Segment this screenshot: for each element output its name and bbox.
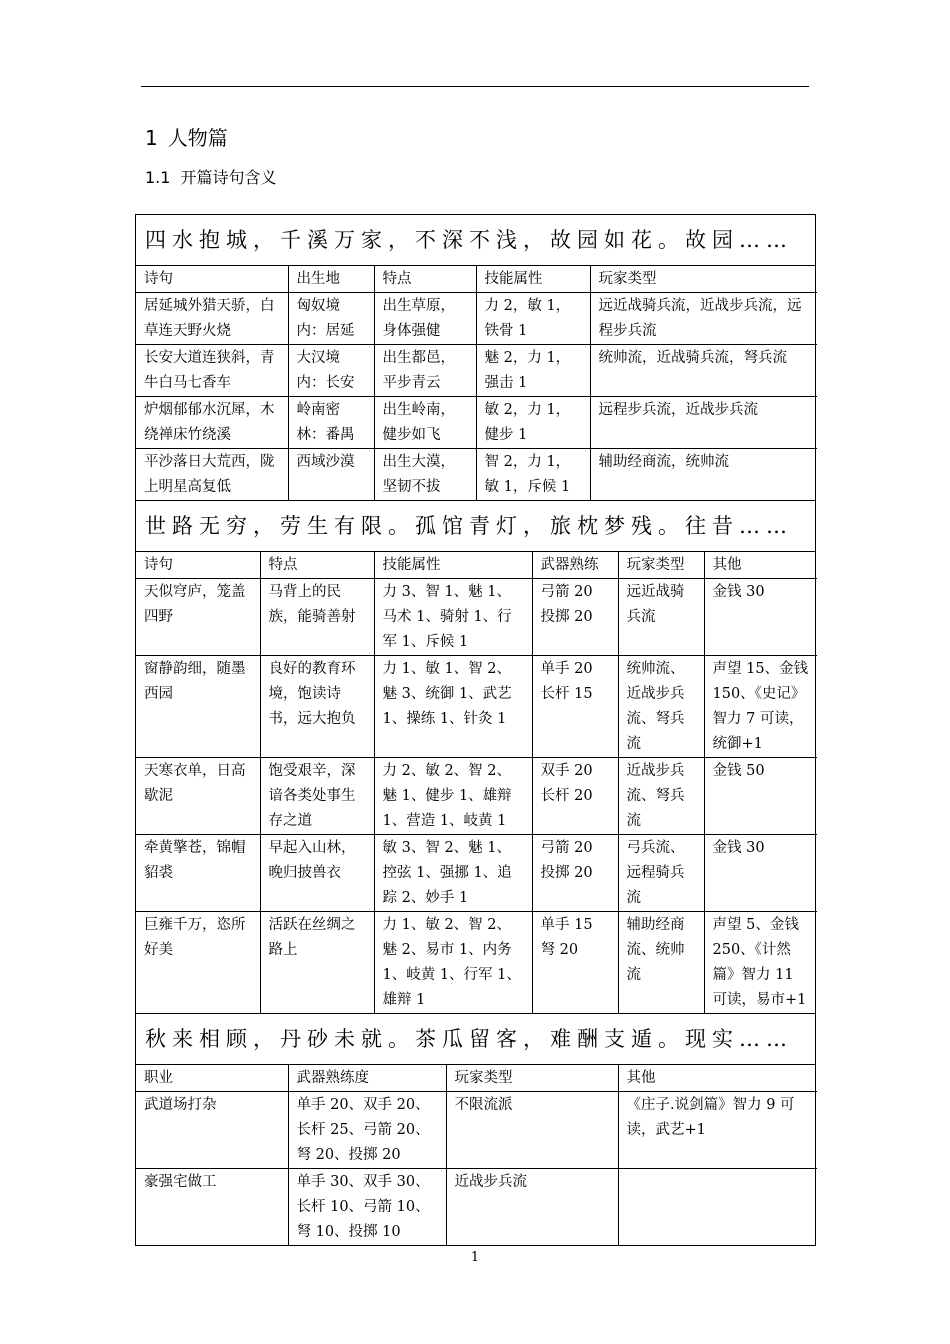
birthplace-table — [136, 266, 817, 500]
table-cell: 力 1、敏 2、智 2、魅 2、易市 1、内务 1、岐黄 1、行军 1、雄辩 1 — [374, 912, 532, 1014]
table-cell: 魅 2，力 1，强击 1 — [476, 345, 590, 397]
poem-banner-3: 秋来相顾，丹砂未就。茶瓜留客，难酬支遁。现实…… — [136, 1013, 815, 1065]
table-cell: 敏 3、智 2、魅 1、控弦 1、强挪 1、追踪 2、妙手 1 — [374, 835, 532, 912]
table-row — [136, 835, 817, 912]
table-cell: 远近战骑兵流 — [618, 579, 704, 656]
table-cell: 敏 2，力 1，健步 1 — [476, 397, 590, 449]
table-cell: 单手 20 长杆 15 — [532, 656, 618, 758]
table-cell: 单手 20、双手 20、长杆 25、弓箭 20、弩 20、投掷 20 — [288, 1092, 446, 1169]
column-header: 武器熟练度 — [288, 1065, 446, 1092]
table-cell: 饱受艰辛，深谙各类处事生存之道 — [260, 758, 374, 835]
column-header: 诗句 — [136, 266, 288, 293]
column-header: 技能属性 — [476, 266, 590, 293]
table-cell: 平沙落日大荒西，陇上明星高复低 — [136, 449, 288, 501]
column-header: 特点 — [374, 266, 476, 293]
table-row — [136, 345, 817, 397]
table-cell: 单手 15 弩 20 — [532, 912, 618, 1014]
table-cell: 弓箭 20 投掷 20 — [532, 835, 618, 912]
table-cell: 金钱 50 — [704, 758, 817, 835]
table-row — [136, 1092, 817, 1169]
table-cell: 巨雍千万，恣所好美 — [136, 912, 260, 1014]
background-table — [136, 552, 817, 1013]
table-cell: 弓兵流、远程骑兵流 — [618, 835, 704, 912]
table-cell: 天寒衣单，日高歇泥 — [136, 758, 260, 835]
table-row — [136, 397, 817, 449]
section-heading — [145, 165, 276, 188]
table-cell: 力 3、智 1、魅 1、马术 1、骑射 1、行军 1、斥候 1 — [374, 579, 532, 656]
column-header: 其他 — [618, 1065, 817, 1092]
table-cell: 《庄子.说剑篇》智力 9 可读，武艺+1 — [618, 1092, 817, 1169]
table-cell: 居延城外猎天骄，白草连天野火烧 — [136, 293, 288, 345]
table-cell: 炉烟郁郁水沉犀，木绕禅床竹绕溪 — [136, 397, 288, 449]
table-cell: 远近战骑兵流，近战步兵流，远程步兵流 — [590, 293, 817, 345]
table-cell: 力 2、敏 2、智 2、魅 1、健步 1、雄辩 1、营造 1、岐黄 1 — [374, 758, 532, 835]
table-cell: 远程步兵流，近战步兵流 — [590, 397, 817, 449]
table-cell: 出生都邑，平步青云 — [374, 345, 476, 397]
table-row — [136, 758, 817, 835]
column-header: 玩家类型 — [446, 1065, 618, 1092]
table-cell: 岭南密林：番禺 — [288, 397, 374, 449]
table-cell: 豪强宅做工 — [136, 1169, 288, 1246]
column-header: 特点 — [260, 552, 374, 579]
table-cell: 长安大道连狭斜，青牛白马七香车 — [136, 345, 288, 397]
table-row — [136, 579, 817, 656]
column-header: 其他 — [704, 552, 817, 579]
occupation-table — [136, 1065, 817, 1245]
table-row — [136, 293, 817, 345]
table-cell: 早起入山林，晚归披兽衣 — [260, 835, 374, 912]
table-cell: 金钱 30 — [704, 579, 817, 656]
table-header-row — [136, 552, 817, 579]
poem-banner-1: 四水抱城，千溪万家，不深不浅，故园如花。故园…… — [136, 215, 815, 266]
table-cell: 武道场打杂 — [136, 1092, 288, 1169]
table-cell: 出生岭南，健步如飞 — [374, 397, 476, 449]
section-number: 1.1 — [145, 168, 171, 187]
poem-banner-2: 世路无穷，劳生有限。孤馆青灯，旅枕梦残。往昔…… — [136, 500, 815, 552]
table-cell: 匈奴境内：居延 — [288, 293, 374, 345]
table-cell: 单手 30、双手 30、长杆 10、弓箭 10、弩 10、投掷 10 — [288, 1169, 446, 1246]
table-cell: 统帅流、近战步兵流、弩兵流 — [618, 656, 704, 758]
table-cell: 出生大漠，坚韧不拔 — [374, 449, 476, 501]
table-row — [136, 656, 817, 758]
table-cell: 辅助经商流、统帅流 — [618, 912, 704, 1014]
table-row — [136, 1169, 817, 1246]
chapter-number: 1 — [145, 126, 158, 150]
column-header: 职业 — [136, 1065, 288, 1092]
table-cell: 不限流派 — [446, 1092, 618, 1169]
column-header: 诗句 — [136, 552, 260, 579]
column-header: 玩家类型 — [590, 266, 817, 293]
header-rule — [141, 86, 809, 87]
table-cell — [618, 1169, 817, 1246]
column-header: 技能属性 — [374, 552, 532, 579]
table-row — [136, 912, 817, 1014]
table-cell: 力 1、敏 1、智 2、魅 3、统御 1、武艺 1、操练 1、针灸 1 — [374, 656, 532, 758]
table-cell: 马背上的民族，能骑善射 — [260, 579, 374, 656]
table-cell: 良好的教育环境，饱读诗书，远大抱负 — [260, 656, 374, 758]
column-header: 出生地 — [288, 266, 374, 293]
table-cell: 统帅流，近战骑兵流，弩兵流 — [590, 345, 817, 397]
table-cell: 大汉境内：长安 — [288, 345, 374, 397]
column-header: 玩家类型 — [618, 552, 704, 579]
table-cell: 窗静韵细，随墨西园 — [136, 656, 260, 758]
table-cell: 近战步兵流 — [446, 1169, 618, 1246]
table-cell: 近战步兵流、弩兵流 — [618, 758, 704, 835]
section-title: 开篇诗句含义 — [180, 168, 277, 187]
table-cell: 金钱 30 — [704, 835, 817, 912]
table-cell: 声望 15、金钱 150、《史记》智力 7 可读，统御+1 — [704, 656, 817, 758]
column-header: 武器熟练 — [532, 552, 618, 579]
table-cell: 牵黄擎苍，锦帽貂裘 — [136, 835, 260, 912]
table-header-row — [136, 266, 817, 293]
page-number: 1 — [470, 1250, 480, 1265]
table-row — [136, 449, 817, 501]
table-header-row — [136, 1065, 817, 1092]
table-cell: 出生草原，身体强健 — [374, 293, 476, 345]
table-cell: 智 2，力 1，敏 1，斥候 1 — [476, 449, 590, 501]
table-cell: 声望 5、金钱 250、《计然篇》智力 11 可读，易市+1 — [704, 912, 817, 1014]
chapter-title: 人物篇 — [167, 126, 228, 150]
chapter-heading — [145, 122, 228, 151]
table-cell: 力 2，敏 1，铁骨 1 — [476, 293, 590, 345]
poem-tables — [135, 214, 816, 1246]
table-cell: 辅助经商流，统帅流 — [590, 449, 817, 501]
table-cell: 西域沙漠 — [288, 449, 374, 501]
table-cell: 天似穹庐，笼盖四野 — [136, 579, 260, 656]
table-cell: 双手 20 长杆 20 — [532, 758, 618, 835]
table-cell: 弓箭 20 投掷 20 — [532, 579, 618, 656]
table-cell: 活跃在丝绸之路上 — [260, 912, 374, 1014]
